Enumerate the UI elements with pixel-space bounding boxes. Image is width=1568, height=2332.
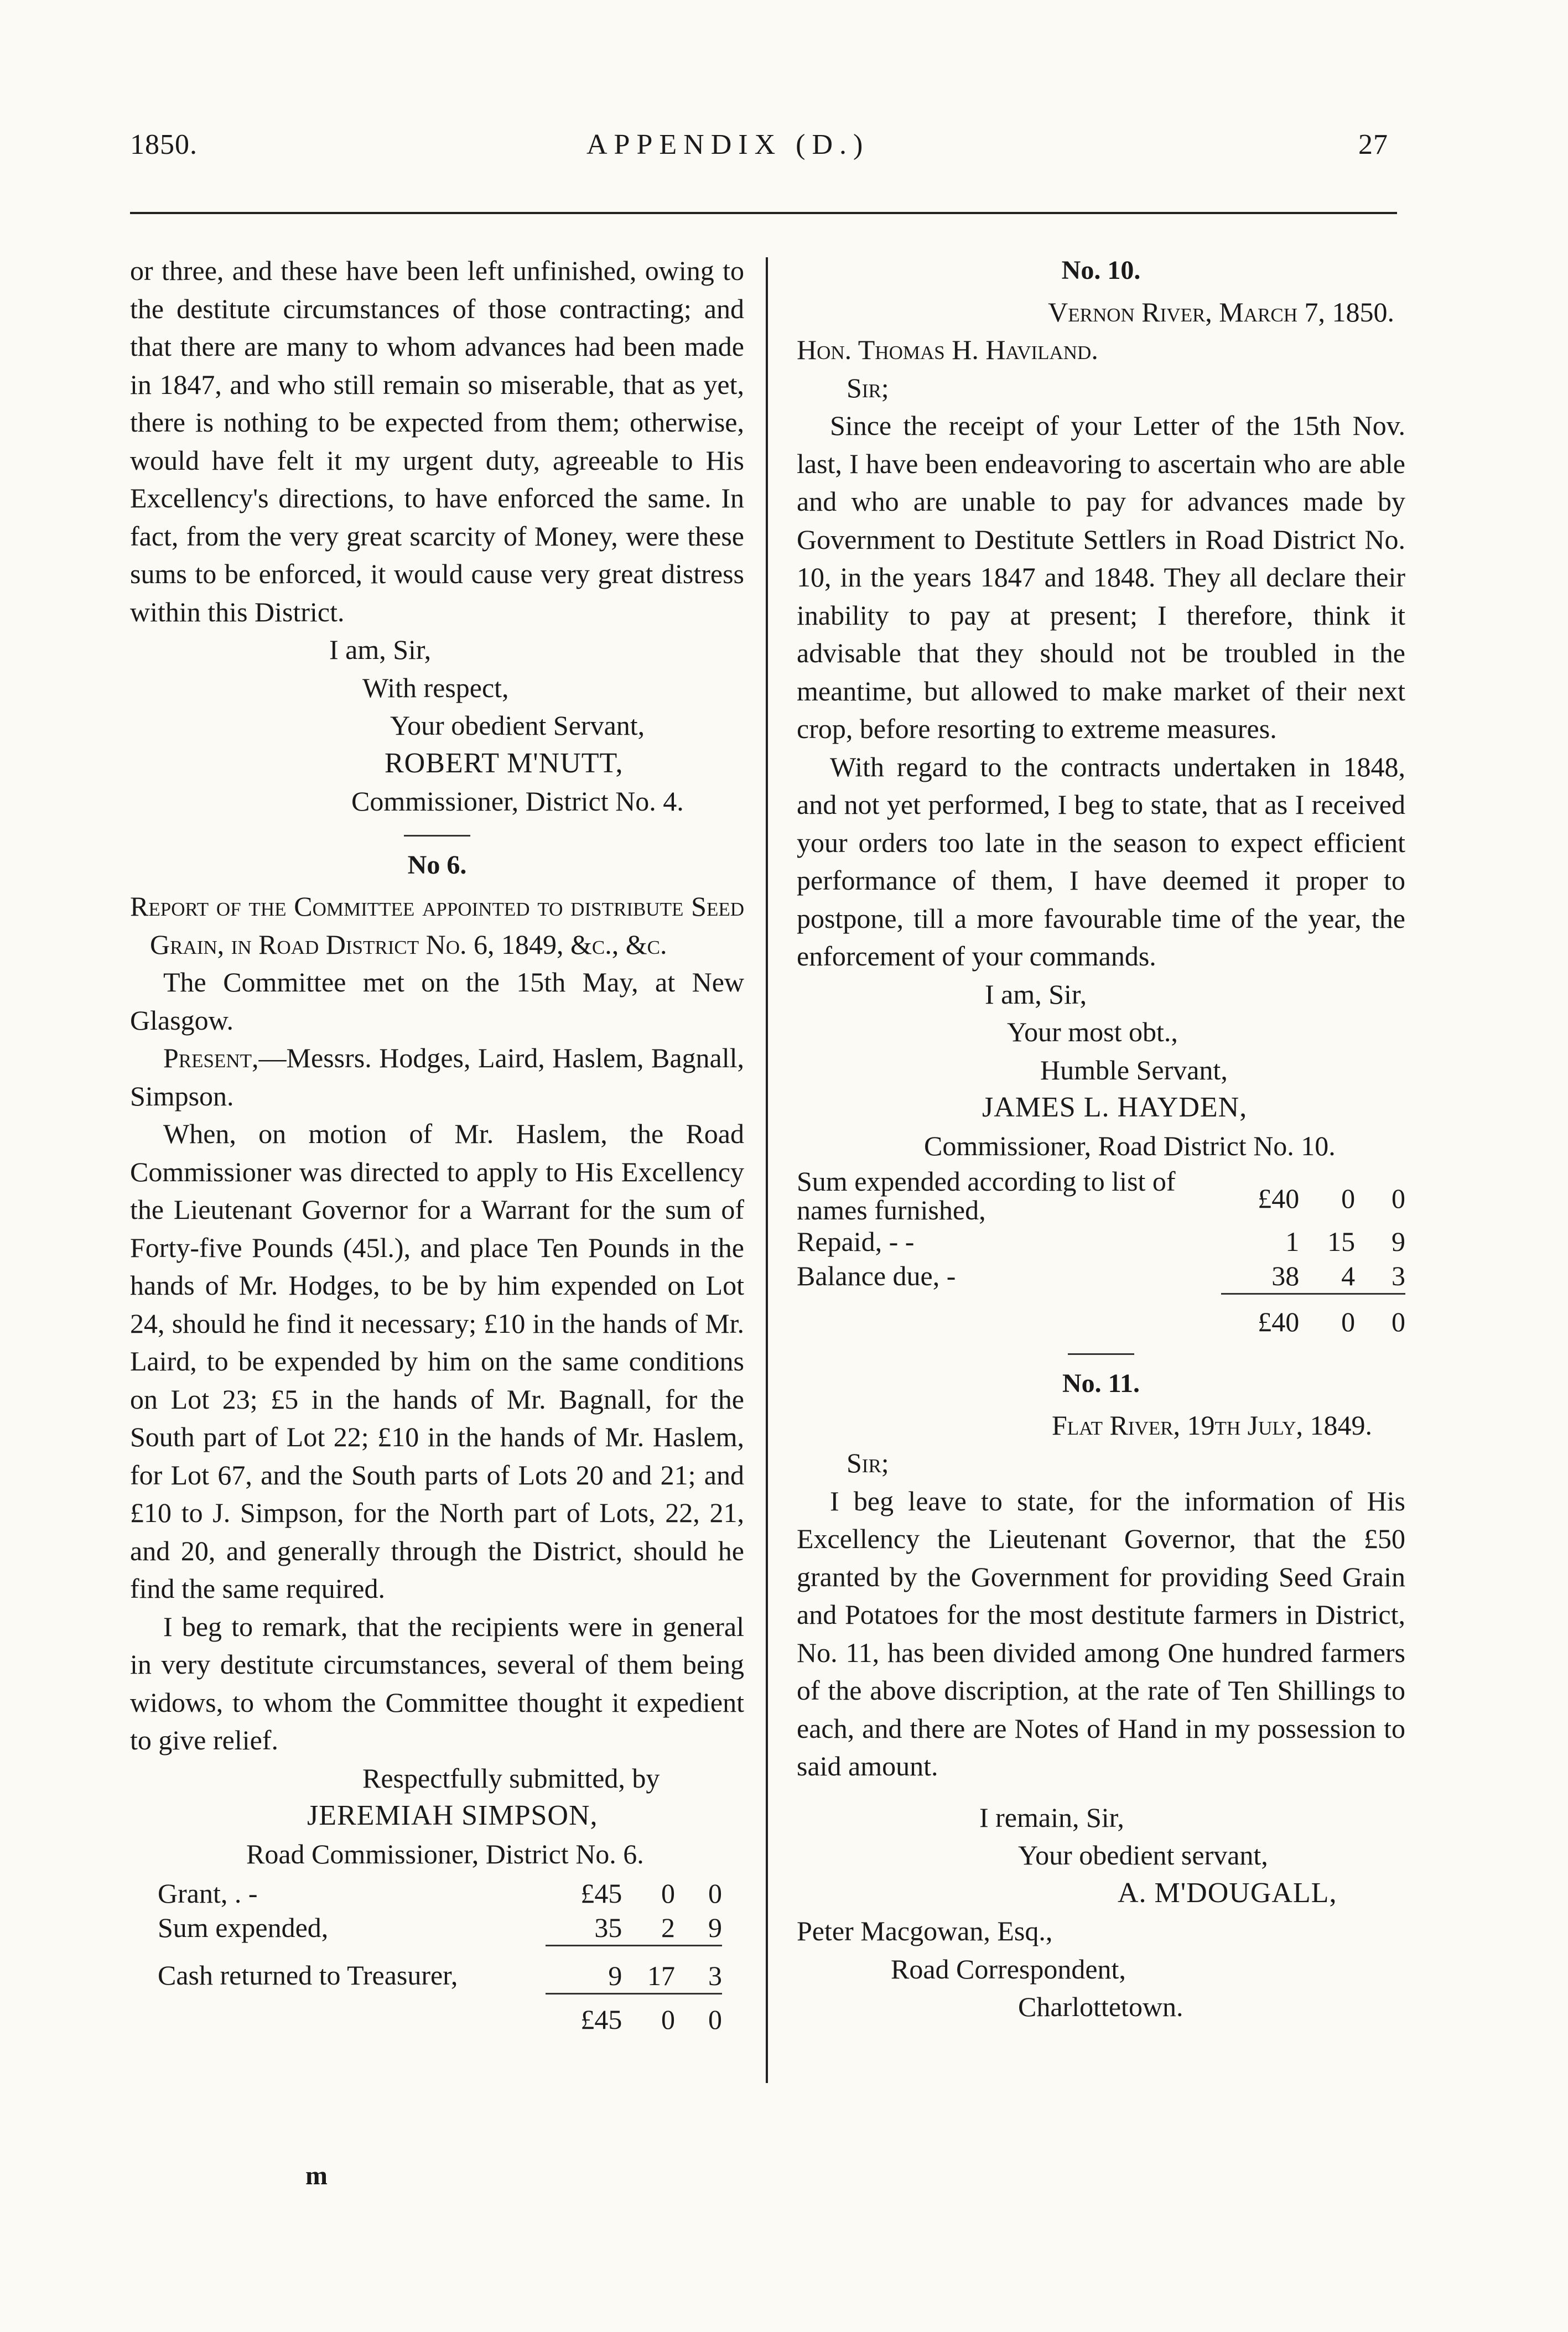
table-row xyxy=(158,1876,722,1910)
page-number: 27 xyxy=(1358,129,1388,160)
section-heading-no6: No 6. xyxy=(407,850,467,880)
signature-line: Humble Servant, xyxy=(1040,1054,1228,1086)
signature-line: Your obedient servant, xyxy=(1018,1840,1268,1871)
table-cell-label: Grant, . - xyxy=(158,1878,258,1909)
address-line: Charlottetown. xyxy=(1018,1991,1183,2022)
table-cell-label: Balance due, - xyxy=(797,1260,956,1291)
table-cell-pounds: 1 xyxy=(1285,1226,1300,1257)
table-cell-shillings: 17 xyxy=(622,1946,675,1994)
table-row xyxy=(158,1910,722,1946)
signatory-title: Road Commissioner, District No. 6. xyxy=(246,1838,644,1869)
table-row xyxy=(797,1167,1405,1224)
signature-line: Your obedient Servant, xyxy=(390,710,645,741)
table-cell-pence: 0 xyxy=(708,1878,722,1909)
section-divider xyxy=(1068,1353,1134,1355)
signatory-title: Commissioner, Road District No. 10. xyxy=(924,1130,1336,1161)
table-cell-shillings: 2 xyxy=(661,1912,675,1943)
table-cell-shillings: 4 xyxy=(1341,1260,1356,1291)
table-cell-pounds: £45 xyxy=(580,1878,622,1909)
letter-place-date: Flat River, 19th July, 1849. xyxy=(1051,1409,1372,1441)
total-pence: 0 xyxy=(675,1994,722,2037)
signature-mark: m xyxy=(305,2161,328,2190)
continuation-paragraph: or three, and these have been left unfinished, owing to the destitute circumstances of those contracting; and that there are many to whom advances had been made in 1847, and who still remain so miserable, that as yet, there is nothing to be expected from them; otherwise, would have felt it my urgent duty, agreeable to His Excellency's directions, to have enforced the same. In fact, from the very great scarcity of Money, were these sums to be enforced, it would cause very great distress within this District. xyxy=(130,255,744,627)
left-column xyxy=(130,252,744,2037)
table-cell-label: Sum expended, xyxy=(158,1912,329,1943)
signatory-title: Commissioner, District No. 4. xyxy=(351,786,684,817)
signatory-name: ROBERT M'NUTT, xyxy=(385,747,624,779)
signature-line: I am, Sir, xyxy=(329,634,432,665)
header-rule xyxy=(130,212,1397,214)
total-pounds: £40 xyxy=(1221,1294,1299,1339)
table-cell-shillings: 0 xyxy=(661,1878,675,1909)
table-row xyxy=(797,1259,1405,1294)
present-names: —Messrs. Hodges, Laird, Haslem, Bagnall, Simpson. xyxy=(130,1042,744,1112)
signatory-name: A. M'DOUGALL, xyxy=(1118,1877,1337,1909)
accounts-table xyxy=(797,1167,1405,1339)
table-cell-pounds: 9 xyxy=(546,1946,622,1994)
letter-addressee: Hon. Thomas H. Haviland. xyxy=(797,334,1098,365)
header-year: 1850. xyxy=(130,129,198,160)
report-title: Report of the Committee appointed to distribute Seed Grain, in Road District No. 6, 1849, &c., &c. xyxy=(130,891,744,960)
signature-line: Your most obt., xyxy=(1007,1016,1178,1047)
signatory-name: JEREMIAH SIMPSON, xyxy=(307,1800,598,1831)
paragraph: I beg to remark, that the recipients were in general in very destitute circumstances, several of them being widows, to whom the Committee thought it expedient to give relief. xyxy=(130,1611,744,1756)
header-title: APPENDIX (D.) xyxy=(586,129,870,160)
total-shillings: 0 xyxy=(1299,1294,1355,1339)
column-divider xyxy=(766,257,768,2083)
accounts-table xyxy=(158,1876,722,2037)
section-heading-no10: No. 10. xyxy=(1061,256,1141,285)
paragraph: The Committee met on the 15th May, at New Glasgow. xyxy=(130,967,744,1036)
table-cell-pence: 3 xyxy=(675,1946,722,1994)
table-cell-label: Sum expended according to list of names furnished, xyxy=(797,1166,1176,1225)
signature-line: I am, Sir, xyxy=(985,978,1087,1010)
letter-salutation: Sir; xyxy=(847,1447,889,1478)
right-column xyxy=(797,252,1405,2026)
table-cell-empty xyxy=(797,1294,1221,1339)
table-cell-shillings: 0 xyxy=(1341,1183,1356,1214)
address-line: Peter Macgowan, Esq., xyxy=(797,1915,1053,1946)
paragraph: With regard to the contracts undertaken in 1848, and not yet performed, I beg to state, that as I received your orders too late in the season to expect efficient performance of them, I have deemed it proper to postpone, till a more favourable time of the year, the enforcement of your commands. xyxy=(797,751,1405,972)
address-line: Road Correspondent, xyxy=(891,1953,1126,1985)
section-heading-no11: No. 11. xyxy=(1062,1369,1140,1398)
table-cell-pounds: 38 xyxy=(1271,1260,1300,1291)
signatory-name: JAMES L. HAYDEN, xyxy=(982,1092,1248,1123)
signature-line: I remain, Sir, xyxy=(979,1801,1124,1833)
table-cell-pence: 0 xyxy=(1392,1183,1405,1214)
letter-salutation: Sir; xyxy=(847,372,889,403)
table-cell-label: Repaid, - - xyxy=(797,1226,915,1257)
table-cell-shillings: 15 xyxy=(1327,1226,1356,1257)
letter-place-date: Vernon River, March 7, 1850. xyxy=(1048,296,1394,328)
signature-line: Respectfully submitted, by xyxy=(362,1762,660,1794)
paragraph: I beg leave to state, for the information of His Excellency the Lieutenant Governor, that the £50 granted by the Government for providing Seed Grain and Potatoes for the most destitute farmers in District, No. 11, has been divided among One hundred farmers of the above discription, at the rate of Ten Shillings to each, and there are Notes of Hand in my possession to said amount. xyxy=(797,1485,1405,1782)
table-row xyxy=(158,1946,722,1994)
paragraph: Since the receipt of your Letter of the 15th Nov. last, I have been endeavoring to ascertain who are able and who are unable to pay for advances made by Government to Destitute Settlers in Road District No. 10, in the years 1847 and 1848. They all declare their inability to pay at present; I therefore, think it advisable that they should not be troubled in the meantime, but allowed to make market of their next crop, before resorting to extreme measures. xyxy=(797,410,1405,744)
total-shillings: 0 xyxy=(622,1994,675,2037)
table-cell-pence: 9 xyxy=(708,1912,722,1943)
table-cell-pence: 9 xyxy=(1392,1226,1405,1257)
table-cell-pounds: 35 xyxy=(594,1912,622,1943)
signature-line: With respect, xyxy=(362,672,509,703)
table-cell-label: Cash returned to Treasurer, xyxy=(158,1959,458,1991)
table-cell-empty xyxy=(158,1994,546,2037)
total-pounds: £45 xyxy=(546,1994,622,2037)
present-paragraph xyxy=(130,1039,744,1115)
table-cell-pounds: £40 xyxy=(1258,1183,1300,1214)
total-pence: 0 xyxy=(1355,1294,1405,1339)
present-label: Present, xyxy=(163,1042,259,1073)
section-divider xyxy=(404,835,470,837)
table-row xyxy=(797,1224,1405,1259)
table-total-row xyxy=(797,1294,1405,1339)
table-cell-pence: 3 xyxy=(1392,1260,1405,1291)
paragraph: When, on motion of Mr. Haslem, the Road Commissioner was directed to apply to His Excellency the Lieutenant Governor for a Warrant for the sum of Forty-five Pounds (45l.), and place Ten Pounds in the hands of Mr. Hodges, to be by him expended on Lot 24, should he find it necessary; £10 in the hands of Mr. Laird, to be expended by him on the same conditions on Lot 23; £5 in the hands of Mr. Bagnall, for the South part of Lot 22; £10 in the hands of Mr. Haslem, for Lot 67, and the South parts of Lots 20 and 21; and £10 to J. Simpson, for the North part of Lots, 22, 21, and 20, and generally through the District, should he find the same required. xyxy=(130,1118,744,1604)
table-total-row xyxy=(158,1994,722,2037)
